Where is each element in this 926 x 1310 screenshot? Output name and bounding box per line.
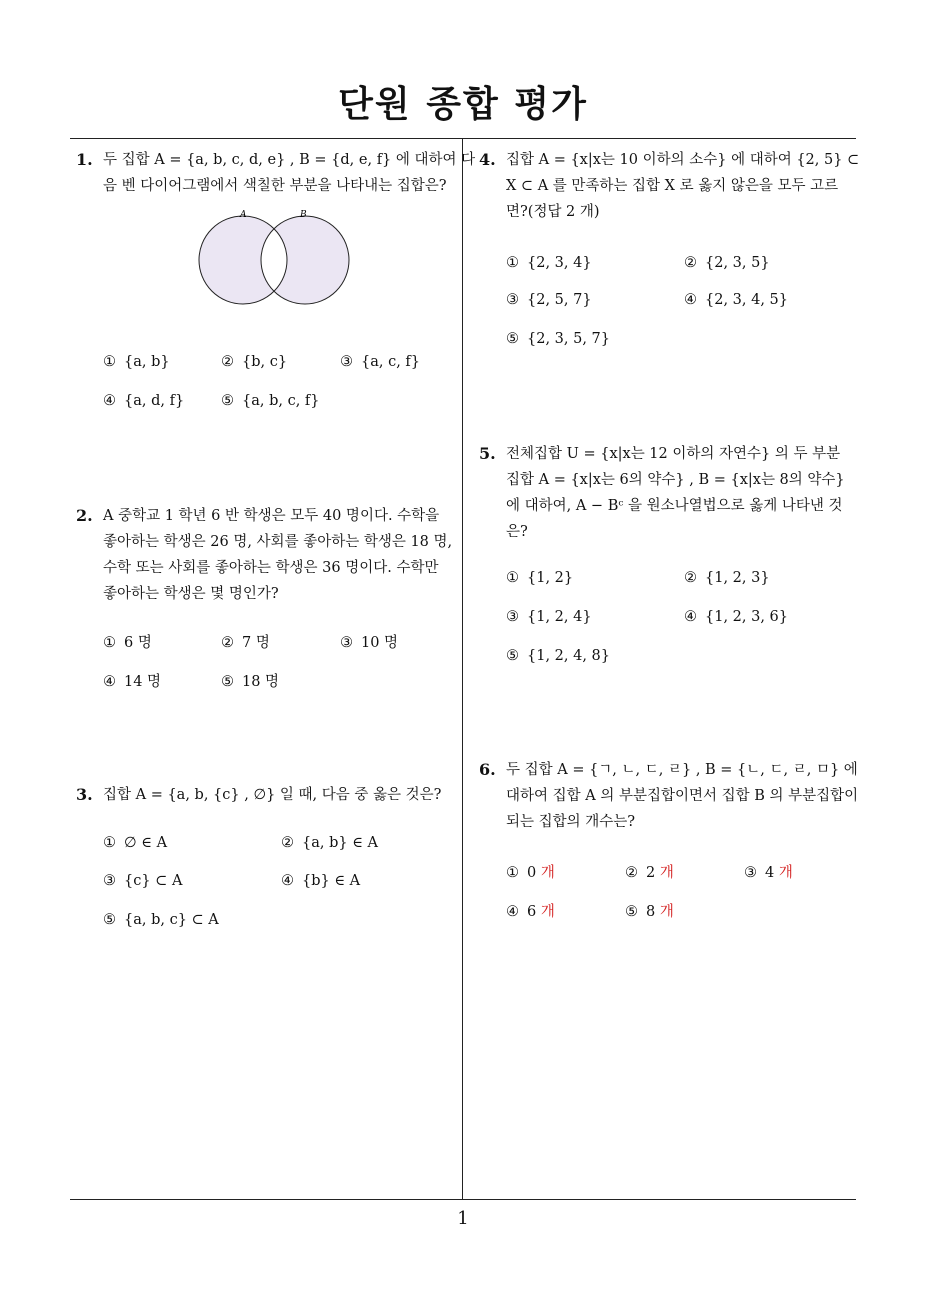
question-number: 2. <box>76 506 93 525</box>
option-4[interactable]: ④ {b} ∈ A <box>281 873 361 889</box>
option-1[interactable]: ① 6 명 <box>103 635 152 651</box>
question-text <box>103 147 475 199</box>
venn-label-b: B <box>300 210 307 220</box>
question-text <box>103 503 452 607</box>
question-line: 좋아하는 학생은 26 명, 사회를 좋아하는 학생은 18 명, <box>103 534 453 550</box>
option-1[interactable]: ① {a, b} <box>103 354 170 370</box>
question-line: X ⊂ A 를 만족하는 집합 X 로 옳지 않은을 모두 고르 <box>506 178 839 194</box>
question-line: 음 벤 다이어그램에서 색칠한 부분을 나타내는 집합은? <box>103 178 447 194</box>
question-number: 3. <box>76 785 93 804</box>
question-line: 집합 A = {a, b, {c} , ∅} 일 때, 다음 중 옳은 것은? <box>103 787 442 803</box>
venn-diagram <box>198 208 358 308</box>
question-text <box>506 441 845 545</box>
option-2[interactable]: ② {1, 2, 3} <box>684 570 770 586</box>
question-line: 두 집합 A = {a, b, c, d, e} , B = {d, e, f} 에 대하여 다 <box>103 152 476 168</box>
option-3[interactable]: ③ {a, c, f} <box>340 354 421 370</box>
question-text <box>506 757 858 835</box>
question-line: 면?(정답 2 개) <box>506 204 600 220</box>
question-text <box>506 147 859 225</box>
option-2[interactable]: ② 7 명 <box>221 635 270 651</box>
question-line: 되는 집합의 개수는? <box>506 814 636 830</box>
option-1[interactable]: ① ∅ ∈ A <box>103 835 168 851</box>
option-3[interactable]: ③ {2, 5, 7} <box>506 292 592 308</box>
option-3[interactable]: ③ 4 개 <box>744 865 793 881</box>
question-line: 은? <box>506 524 528 540</box>
option-2[interactable]: ② {b, c} <box>221 354 288 370</box>
option-4[interactable]: ④ 14 명 <box>103 674 162 690</box>
option-2[interactable]: ② 2 개 <box>625 865 674 881</box>
question-line: A 중학교 1 학년 6 반 학생은 모두 40 명이다. 수학을 <box>103 508 440 524</box>
unit-label: 개 <box>540 904 555 920</box>
option-4[interactable]: ④ {2, 3, 4, 5} <box>684 292 789 308</box>
option-5[interactable]: ⑤ 18 명 <box>221 674 280 690</box>
question-5 <box>479 441 845 545</box>
option-2[interactable]: ② {2, 3, 5} <box>684 255 770 271</box>
option-1[interactable]: ① {1, 2} <box>506 570 574 586</box>
top-rule <box>70 138 856 139</box>
option-5[interactable]: ⑤ {2, 3, 5, 7} <box>506 331 611 347</box>
page-title: 단원 종합 평가 <box>338 84 588 125</box>
question-line: 두 집합 A = {ㄱ, ㄴ, ㄷ, ㄹ} , B = {ㄴ, ㄷ, ㄹ, ㅁ} 에 <box>506 762 858 778</box>
bottom-rule <box>70 1199 856 1200</box>
question-line: 대하여 집합 A 의 부분집합이면서 집합 B 의 부분집합이 <box>506 788 859 804</box>
question-text <box>103 782 441 808</box>
option-5[interactable]: ⑤ {a, b, c, f} <box>221 393 320 409</box>
column-divider <box>462 139 463 1199</box>
option-1[interactable]: ① {2, 3, 4} <box>506 255 592 271</box>
option-3[interactable]: ③ 10 명 <box>340 635 399 651</box>
venn-label-a: A <box>240 210 247 220</box>
option-4[interactable]: ④ {a, d, f} <box>103 393 185 409</box>
unit-label: 개 <box>778 865 793 881</box>
question-line: 좋아하는 학생은 몇 명인가? <box>103 586 279 602</box>
unit-label: 개 <box>540 865 555 881</box>
option-1[interactable]: ① 0 개 <box>506 865 555 881</box>
question-number: 6. <box>479 760 496 779</box>
question-3 <box>76 782 442 808</box>
question-line: 에 대하여, A − Bᶜ 을 원소나열법으로 옳게 나타낸 것 <box>506 498 843 514</box>
option-5[interactable]: ⑤ {1, 2, 4, 8} <box>506 648 611 664</box>
question-1 <box>76 147 476 199</box>
option-5[interactable]: ⑤ {a, b, c} ⊂ A <box>103 912 219 928</box>
question-line: 전체집합 U = {x|x는 12 이하의 자연수} 의 두 부분 <box>506 446 841 462</box>
option-5[interactable]: ⑤ 8 개 <box>625 904 674 920</box>
question-line: 집합 A = {x|x는 6의 약수} , B = {x|x는 8의 약수} <box>506 472 845 488</box>
question-line: 집합 A = {x|x는 10 이하의 소수} 에 대하여 {2, 5} ⊂ <box>506 152 860 168</box>
option-2[interactable]: ② {a, b} ∈ A <box>281 835 379 851</box>
option-4[interactable]: ④ 6 개 <box>506 904 555 920</box>
question-2 <box>76 503 453 607</box>
question-number: 4. <box>479 150 496 169</box>
question-line: 수학 또는 사회를 좋아하는 학생은 36 명이다. 수학만 <box>103 560 439 576</box>
question-6 <box>479 757 859 835</box>
option-3[interactable]: ③ {1, 2, 4} <box>506 609 592 625</box>
question-number: 5. <box>479 444 496 463</box>
unit-label: 개 <box>659 865 674 881</box>
option-4[interactable]: ④ {1, 2, 3, 6} <box>684 609 789 625</box>
option-3[interactable]: ③ {c} ⊂ A <box>103 873 183 889</box>
question-number: 1. <box>76 150 93 169</box>
page-number: 1 <box>457 1208 469 1229</box>
question-4 <box>479 147 860 225</box>
unit-label: 개 <box>659 904 674 920</box>
